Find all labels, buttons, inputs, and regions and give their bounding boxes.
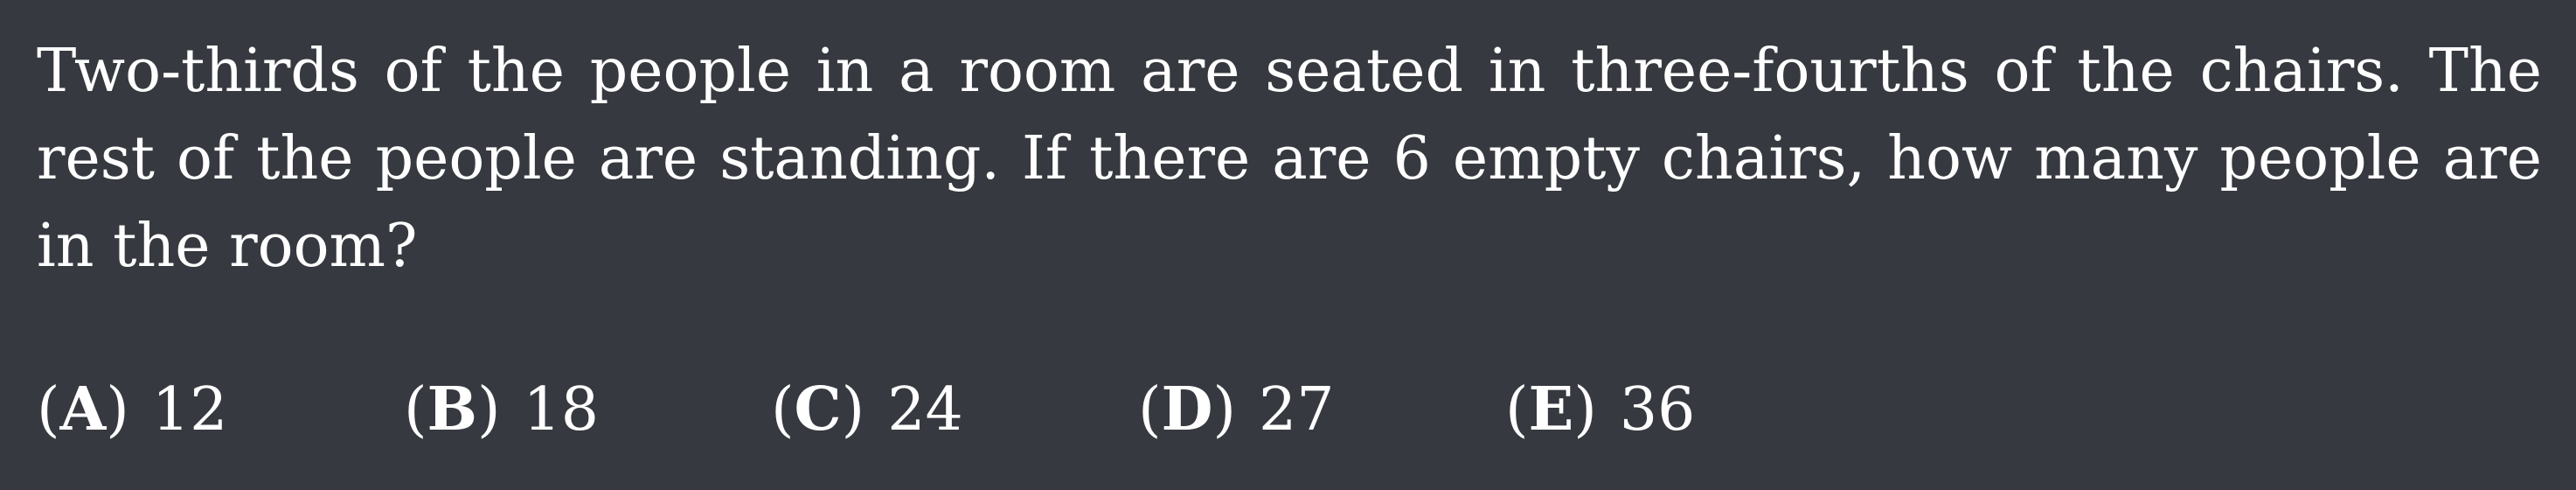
choice-letter: D bbox=[1161, 374, 1213, 444]
choice-value: 18 bbox=[523, 374, 600, 444]
choice-e[interactable]: ( E ) 36 bbox=[1505, 366, 1872, 454]
choice-value: 27 bbox=[1259, 374, 1335, 444]
choice-a[interactable]: ( A ) 12 bbox=[37, 366, 404, 454]
choice-b[interactable]: ( B ) 18 bbox=[404, 366, 771, 454]
choice-letter: C bbox=[794, 374, 842, 444]
choice-value: 36 bbox=[1619, 374, 1696, 444]
choice-letter: A bbox=[59, 374, 107, 444]
choice-value: 24 bbox=[887, 374, 963, 444]
answer-choices bbox=[37, 366, 1872, 453]
choice-c[interactable]: ( C ) 24 bbox=[771, 366, 1138, 454]
choice-letter: B bbox=[427, 374, 478, 444]
choice-letter: E bbox=[1528, 374, 1574, 444]
choice-d[interactable]: ( D ) 27 bbox=[1138, 366, 1505, 454]
question-text: Two-thirds of the people in a room are seated in three-fourths of the chairs. The rest of the people are standing. If there are 6 empty chairs, how many people are in the room? bbox=[37, 37, 2542, 281]
choice-value: 12 bbox=[151, 374, 228, 444]
